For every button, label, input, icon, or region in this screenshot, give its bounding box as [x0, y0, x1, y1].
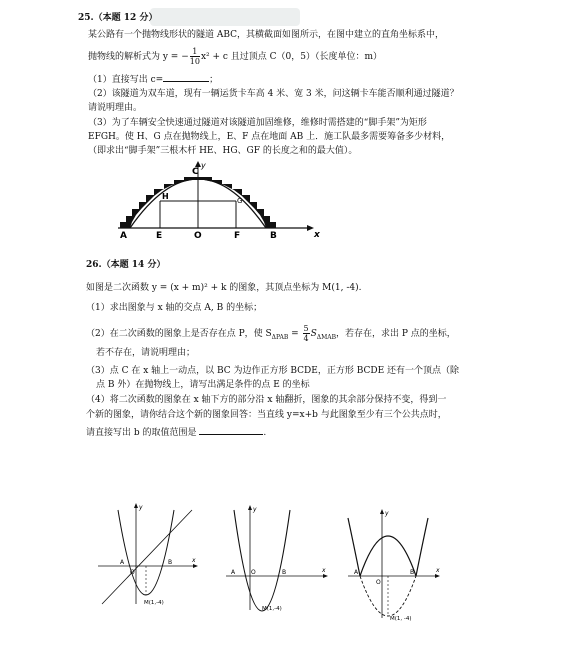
graph-1 — [92, 500, 202, 612]
g3-left-arm — [348, 518, 360, 576]
answer-blank-c[interactable] — [163, 72, 209, 82]
q26-line1: 如图是二次函数 y = (x + m)² + k 的图象，其顶点坐标为 M(1, -4). — [86, 283, 362, 293]
g3-label-B: B — [410, 569, 415, 576]
q25-part2: （2）该隧道为双车道，现有一辆运货卡车高 4 米、宽 3 米，问这辆卡车能否顺利通过隧道？ — [88, 89, 459, 99]
q26-fraction — [303, 324, 310, 343]
label-A: A — [120, 231, 127, 241]
g3-right-arm — [416, 518, 428, 576]
g1-label-A: A — [120, 559, 125, 566]
g1-label-y: y — [139, 504, 143, 511]
q26-line2: （1）求出图象与 x 轴的交点 A, B 的坐标； — [86, 303, 263, 313]
label-F: F — [234, 231, 241, 241]
g2-vertex-label: M(1,-4) — [262, 606, 282, 612]
watermark-logo — [150, 6, 300, 28]
q26-frac-num: 5 — [303, 324, 309, 333]
q26-line6: 点 B 外）在抛物线上，请写出满足条件的点 E 的坐标 — [96, 380, 310, 390]
q25-fraction — [190, 47, 200, 66]
g3-x-arrow — [435, 574, 440, 578]
g2-parabola — [234, 510, 290, 611]
label-y: y — [201, 161, 206, 170]
g2-label-x: x — [322, 567, 326, 574]
q26-line9 — [86, 425, 266, 439]
tunnel-diagram — [112, 160, 324, 242]
q26-line5: （3）点 C 在 x 轴上一动点，以 BC 为边作正方形 BCDE，正方形 BCDE 还有一个顶点（除 — [86, 366, 460, 376]
graph-2 — [222, 502, 332, 614]
g1-line — [102, 510, 192, 604]
q25-part1-end: ； — [209, 75, 219, 85]
q25-title: 25.（本题 12 分） — [78, 13, 158, 23]
q26-line9-pre: 请直接写出 b 的取值范围是 — [86, 428, 197, 438]
g1-label-B: B — [168, 559, 173, 566]
g2-x-arrow — [323, 574, 328, 578]
q26-frac-den: 4 — [303, 334, 309, 343]
q26-sub-pab: ΔPAB — [271, 333, 289, 341]
tunnel-x-arrow — [307, 225, 314, 231]
q25-intro-line1: 某公路有一个抛物线形状的隧道 ABC，其横截面如图所示，在图中建立的直角坐标系中， — [88, 30, 445, 40]
q25-intro-line2 — [88, 47, 382, 66]
g2-label-A: A — [231, 569, 236, 576]
g3-parabola-folded — [360, 536, 416, 576]
g3-y-arrow — [380, 509, 384, 514]
q25-part3b: EFGH。使 H、G 点在抛物线上，E、F 点在地面 AB 上．施工队最多需要筹备多少材料， — [88, 132, 451, 142]
q25-frac-num: 1 — [190, 47, 200, 57]
q25-formula-post: x² + c 且过顶点 C（0，5）（长度单位：m） — [200, 52, 383, 62]
g3-label-x: x — [436, 567, 440, 574]
g2-label-y: y — [253, 506, 257, 513]
label-G: G — [237, 197, 243, 205]
q25-part3c: （即求出“脚手架”三根木杆 HE、HG、GF 的长度之和的最大值）。 — [88, 146, 358, 156]
graph-3 — [344, 506, 444, 624]
g1-vertex-label: M(1,-4) — [144, 600, 164, 606]
q26-line9-end: . — [263, 428, 267, 438]
q26-line3 — [86, 324, 456, 344]
q26-line3-eq: = — [288, 329, 302, 339]
label-C: C — [192, 167, 199, 177]
q25-frac-den: 10 — [189, 57, 200, 66]
g3-label-A: A — [354, 569, 359, 576]
answer-blank-b[interactable] — [199, 425, 263, 435]
g2-label-B: B — [282, 569, 287, 576]
g2-y-arrow — [248, 505, 252, 510]
tunnel-wall-left — [120, 177, 198, 228]
q25-formula-pre: 抛物线的解析式为 y = − — [88, 52, 189, 62]
q26-sub-mab: ΔMAB — [316, 333, 336, 341]
label-x: x — [314, 230, 320, 240]
label-E: E — [156, 231, 163, 241]
q26-line3-post: ，若存在，求出 P 点的坐标， — [335, 329, 456, 339]
g1-label-x: x — [192, 557, 196, 564]
q26-line3-pre: （2）在二次函数的图象上是否存在点 P，使 S — [86, 329, 272, 339]
g1-label-O: O — [130, 569, 135, 576]
q25-part1-text: （1）直接写出 c= — [88, 75, 164, 85]
label-B: B — [270, 231, 277, 241]
label-O: O — [194, 231, 202, 241]
g3-label-y: y — [385, 510, 389, 517]
g3-vertex-label: M(1, -4) — [390, 616, 412, 622]
q26-line3-s: S — [310, 329, 317, 339]
g3-label-O: O — [376, 579, 381, 586]
q26-line7: （4）将二次函数的图象在 x 轴下方的部分沿 x 轴翻折，图象的其余部分保持不变，得到一 — [86, 395, 447, 405]
g1-x-arrow — [193, 564, 198, 568]
q25-part2b: 请说明理由。 — [88, 103, 143, 113]
q26-line8: 个新的图象，请你结合这个新的图象回答：当直线 y=x+b 与此图象至少有三个公共点时， — [86, 410, 447, 420]
label-H: H — [162, 192, 169, 201]
q25-part3: （3）为了车辆安全快速通过隧道对该隧道加固维修，维修时需搭建的“脚手架”为矩形 — [88, 118, 427, 128]
g1-y-arrow — [134, 503, 138, 508]
q26-line4: 若不存在，请说明理由； — [96, 348, 196, 358]
g2-label-O: O — [251, 569, 256, 576]
q26-title: 26.（本题 14 分） — [86, 260, 166, 270]
q25-part1 — [88, 72, 218, 86]
